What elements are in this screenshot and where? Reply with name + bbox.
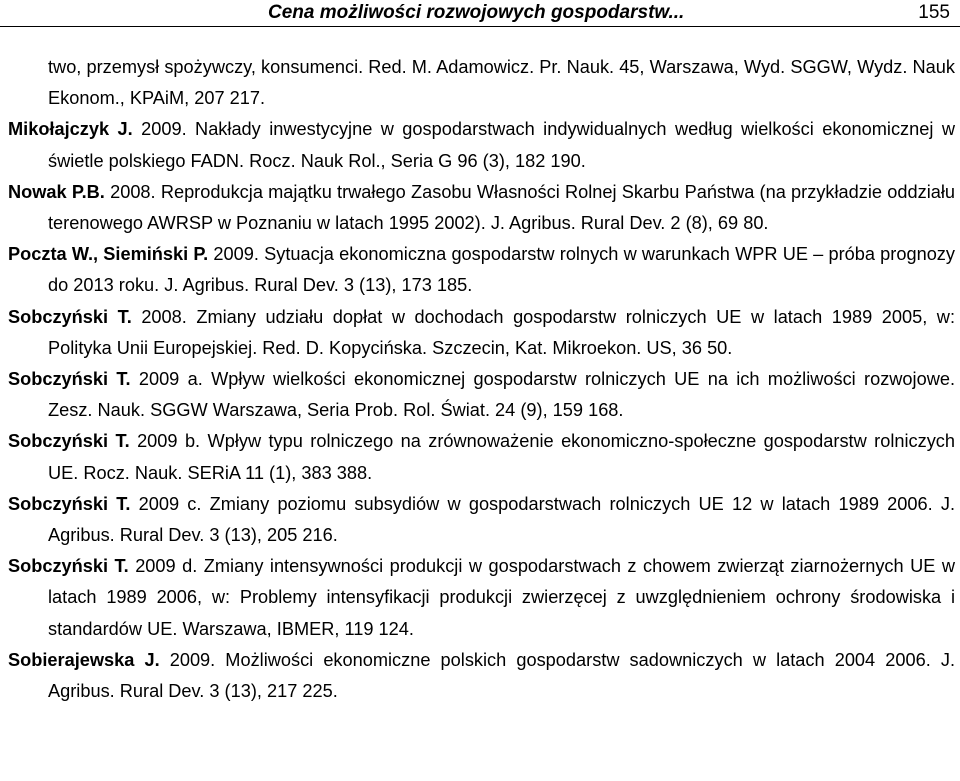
reference-author: Sobczyński T.	[8, 369, 131, 390]
reference-text: 2008. Reprodukcja majątku trwałego Zasobu Własności Rolnej Skarbu Państwa (na przykładzie oddziału terenowego AWRSP w Poznaniu w latach 1995 2002). J. Agribus. Rural Dev. 2 (8), 69 80.	[48, 181, 956, 234]
reference-entry	[8, 489, 955, 551]
reference-text: 2009. Nakłady inwestycyjne w gospodarstwach indywidualnych według wielkości ekonomicznej w świetle polskiego FADN. Rocz. Nauk Rol., Seria G 96 (3), 182 190.	[48, 119, 955, 171]
reference-list	[8, 52, 955, 707]
reference-author: Sobierajewska J.	[8, 649, 160, 670]
reference-text: 2008. Zmiany udziału dopłat w dochodach gospodarstw rolniczych UE w latach 1989 2005, w: Polityka Unii Europejskiej. Red. D. Kopycińska. Szczecin, Kat. Mikroekon. US, 36 50.	[48, 306, 955, 358]
reference-author: Poczta W., Siemiński P.	[8, 244, 209, 265]
reference-entry	[8, 645, 955, 707]
page-number: 155	[918, 2, 950, 23]
reference-author: Mikołajczyk J.	[8, 119, 133, 140]
running-header-title: Cena możliwości rozwojowych gospodarstw...	[268, 2, 685, 23]
reference-author: Nowak P.B.	[8, 181, 105, 202]
reference-entry	[8, 551, 955, 645]
running-header	[0, 0, 960, 27]
reference-entry	[8, 52, 955, 114]
reference-text: 2009 a. Wpływ wielkości ekonomicznej gospodarstw rolniczych UE na ich możliwości rozwojowe. Zesz. Nauk. SGGW Warszawa, Seria Prob. Rol. Świat. 24 (9), 159 168.	[48, 369, 956, 421]
reference-author: Sobczyński T.	[8, 431, 130, 452]
reference-entry	[8, 302, 955, 364]
reference-entry	[8, 114, 955, 176]
reference-entry	[8, 364, 955, 426]
reference-text: 2009 d. Zmiany intensywności produkcji w gospodarstwach z chowem zwierząt ziarnożernych UE w latach 1989 2006, w: Problemy intensyfikacji produkcji zwierzęcej z uwzględnieniem ochrony środowiska i standardów UE. Warszawa, IBMER, 119 124.	[48, 556, 955, 639]
reference-text: 2009 b. Wpływ typu rolniczego na zrównoważenie ekonomiczno-społeczne gospodarstw rolniczych UE. Rocz. Nauk. SERiA 11 (1), 383 388.	[48, 431, 956, 483]
reference-text: 2009. Możliwości ekonomiczne polskich gospodarstw sadowniczych w latach 2004 2006. J. Agribus. Rural Dev. 3 (13), 217 225.	[48, 649, 955, 702]
reference-text: two, przemysł spożywczy, konsumenci. Red. M. Adamowicz. Pr. Nauk. 45, Warszawa, Wyd. SGGW, Wydz. Nauk Ekonom., KPAiM, 207 217.	[48, 57, 955, 109]
reference-text: 2009. Sytuacja ekonomiczna gospodarstw rolnych w warunkach WPR UE – próba prognozy do 2013 roku. J. Agribus. Rural Dev. 3 (13), 173 185.	[48, 244, 955, 296]
reference-author: Sobczyński T.	[8, 556, 129, 577]
reference-entry	[8, 177, 955, 239]
reference-text: 2009 c. Zmiany poziomu subsydiów w gospodarstwach rolniczych UE 12 w latach 1989 2006. J. Agribus. Rural Dev. 3 (13), 205 216.	[48, 493, 955, 546]
reference-author: Sobczyński T.	[8, 306, 132, 327]
reference-entry	[8, 426, 955, 488]
reference-entry	[8, 239, 955, 301]
reference-author: Sobczyński T.	[8, 493, 131, 514]
